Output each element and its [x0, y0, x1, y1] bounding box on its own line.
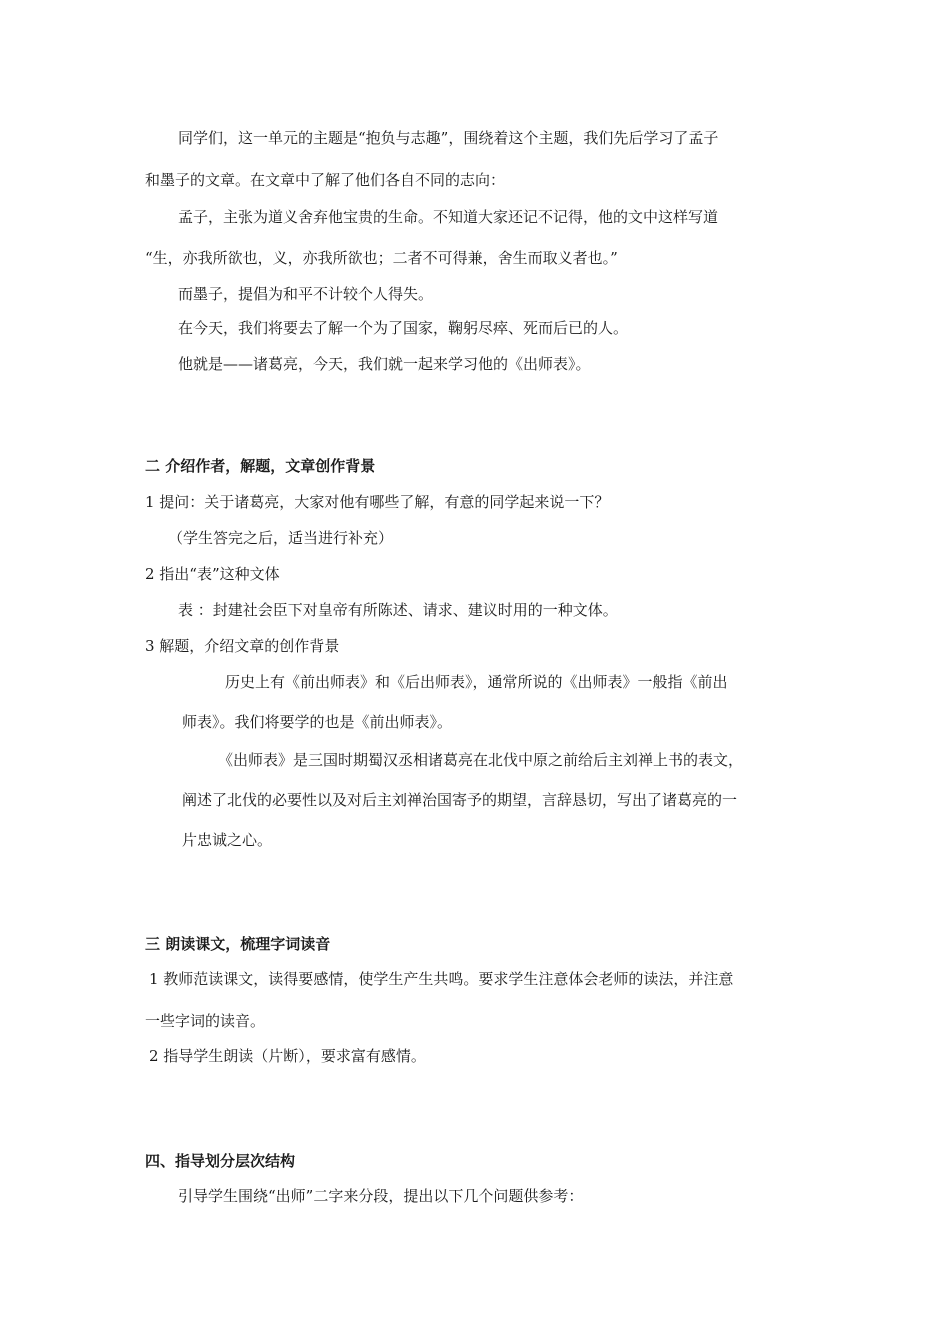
section-3-item-1-line-2: 一些字词的读音。 — [145, 1012, 266, 1030]
intro-paragraph-1-line-1: 同学们，这一单元的主题是“抱负与志趣”，围绕着这个主题，我们先后学习了孟子 — [178, 129, 719, 147]
section-2-background-2-line-1: 《出师表》是三国时期蜀汉丞相诸葛亮在北伐中原之前给后主刘禅上书的表文， — [218, 751, 744, 769]
section-2-item-1: 1 提问：关于诸葛亮，大家对他有哪些了解，有意的同学起来说一下？ — [145, 493, 610, 511]
section-2-item-2-definition: 表 ：封建社会臣下对皇帝有所陈述、请求、建议时用的一种文体。 — [178, 601, 618, 619]
section-3-item-1-line-1: 1 教师范读课文，读得要感情，使学生产生共鸣。要求学生注意体会老师的读法，并注意 — [149, 970, 734, 988]
intro-paragraph-5: 他就是——诸葛亮，今天，我们就一起来学习他的《出师表》。 — [178, 355, 591, 373]
section-4-heading: 四、指导划分层次结构 — [145, 1152, 296, 1170]
intro-paragraph-4: 在今天，我们将要去了解一个为了国家，鞠躬尽瘁、死而后已的人。 — [178, 319, 629, 337]
section-2-item-2: 2 指出“表”这种文体 — [145, 565, 280, 583]
intro-paragraph-2-line-1: 孟子，主张为道义舍弃他宝贵的生命。不知道大家还记不记得，他的文中这样写道 — [178, 208, 719, 226]
section-2-background-2-line-3: 片忠诚之心。 — [182, 831, 273, 849]
intro-paragraph-2-line-2: “生，亦我所欲也，义，亦我所欲也；二者不可得兼，舍生而取义者也。” — [145, 249, 618, 267]
section-3-item-2: 2 指导学生朗读（片断），要求富有感情。 — [149, 1047, 426, 1065]
section-4-paragraph-1: 引导学生围绕“出师”二字来分段，提出以下几个问题供参考： — [178, 1187, 584, 1205]
intro-paragraph-3: 而墨子，提倡为和平不计较个人得失。 — [178, 285, 434, 303]
section-3-heading: 三 朗读课文，梳理字词读音 — [145, 935, 331, 953]
section-2-item-1-note: （学生答完之后，适当进行补充） — [168, 529, 394, 547]
section-2-background-2-line-2: 阐述了北伐的必要性以及对后主刘禅治国寄予的期望，言辞恳切，写出了诸葛亮的一 — [182, 791, 738, 809]
section-2-heading: 二 介绍作者，解题，文章创作背景 — [145, 457, 376, 475]
intro-paragraph-1-line-2: 和墨子的文章。在文章中了解了他们各自不同的志向： — [145, 171, 506, 189]
section-2-background-1-line-1: 历史上有《前出师表》和《后出师表》，通常所说的《出师表》一般指《前出 — [225, 673, 728, 691]
section-2-item-3: 3 解题，介绍文章的创作背景 — [145, 637, 340, 655]
section-2-background-1-line-2: 师表》。我们将要学的也是《前出师表》。 — [182, 713, 453, 731]
